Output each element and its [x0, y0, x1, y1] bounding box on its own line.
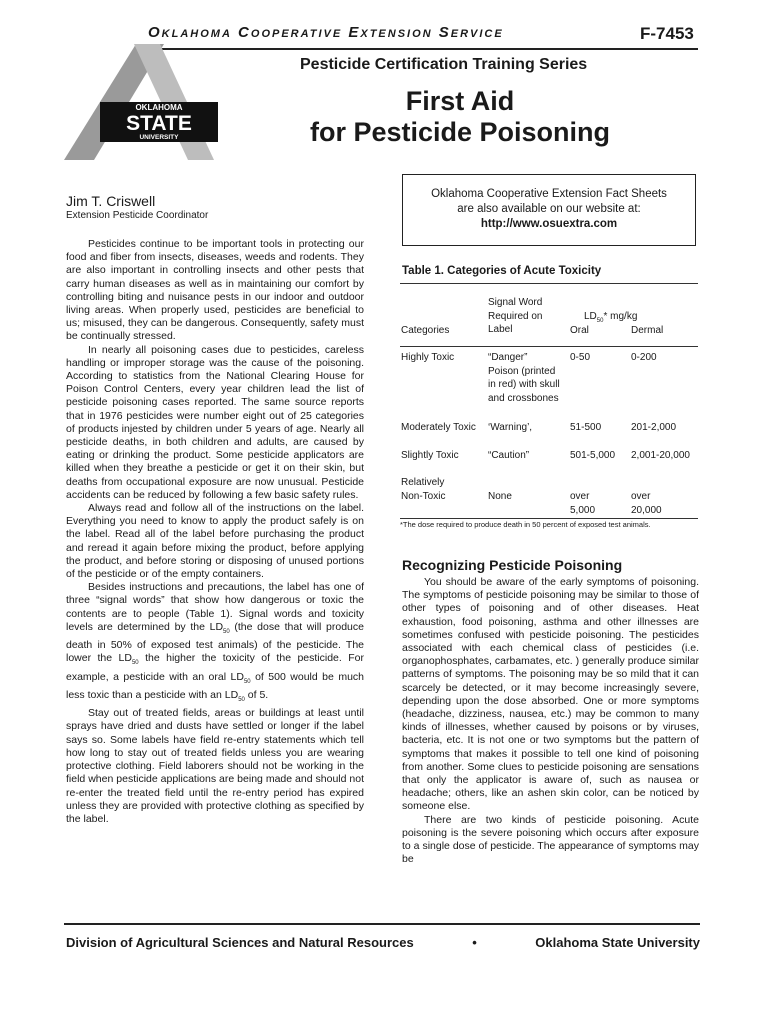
paragraph: There are two kinds of pesticide poisoning. Acute poisoning is the severe poisoning which occurs after exposure to a single dose of pesticide. The appearance of symptoms may be — [402, 813, 699, 866]
website-notice-box: Oklahoma Cooperative Extension Fact Sheets are also available on our website at: http://www.osuextra.com — [402, 174, 696, 246]
paragraph-2: In nearly all poisoning cases due to pesticides, careless handling or improper storage was the cause of the poisoning. According to statistics from the National Clearing House for Poison Control Centers, every year children lead the list of pesticide poisoning cases reported. The same source reports that in 1976 pesticides were number eight out of 25 categories of products injested by children under 5 years of age. Nearly all pesticide deaths, in both children and adults, are caused by eating or drinking the product. Some pesticide applicators are killed when they breathe a pesticide or get it on their skin, but deaths from occupational exposure are now unusual. Pesticide accidents can be reduced by following a few basic safety rules. — [66, 343, 364, 501]
header-signal-word: Signal Word Required on Label — [488, 297, 543, 335]
header-ld50: $LD_{50}*$ mg/kg — [584, 311, 638, 324]
header-oral: Oral — [570, 325, 589, 336]
footer-bullet: • — [472, 935, 477, 950]
svg-text:OKLAHOMA: OKLAHOMA — [135, 103, 183, 112]
title-line-1: First Aid — [405, 86, 515, 116]
table-caption: Table 1. Categories of Acute Toxicity — [402, 265, 602, 277]
header-categories: Categories — [401, 325, 450, 336]
website-link[interactable]: http://www.osuextra.com — [480, 218, 618, 230]
osu-logo — [64, 44, 224, 164]
paragraph-1: Pesticides continue to be important tools in protecting our food and fiber from insects, diseases, weeds and rodents. They are also important in controlling insects and other pests that carry human diseases as well as in maintaining our comfort by controlling biting and nuisance pests in our indoor and outdoor living areas. When properly used, pesticides are beneficial to us; misused, they can be dangerous. Consequently, safety must be continually stressed. — [66, 238, 364, 343]
series-title: Pesticide Certification Training Series — [300, 56, 588, 73]
paragraph-5: Stay out of treated fields, areas or buildings at least until sprays have dried and dusts have settled or longer if the label says so. Some labels have field re-entry statements which tell how long to stay out of treated fields unless you are wearing protective clothing. Field laborers should not be working in the field when pesticide applications are being made and should not re-enter the treated field until the re-entry period has expired unless they are provided with protective clothing as specified by the label. — [66, 707, 364, 825]
table-header-rule — [400, 346, 698, 347]
paragraph: You should be aware of the early symptoms of poisoning. The symptoms of pesticide poisoning may be similar to those of other types of poisoning and of other diseases. Heat exhaustion, food poisoning, asthma and other illnesses are sometimes confused with pesticide poisoning. The pesticides associated with each chemical class of pesticides (i.e. organophosphates, carbamates, etc. ) generally produce similar patterns of symptoms. The poisoning may be so mild that it can scarcely be detected, or it may become increasingly severe, depending upon the dose absorbed. One or more symptoms (headache, dizziness, nausea, etc.) may be common to many kinds of illnesses, whether caused by poisons or by viruses, bacteria, etc. It is not one or two symptoms but the pattern of symptoms that makes it possible to tell one kind of poisoning from another. Some clues to pesticide poisoning are sensations that only the applicator is aware of, such as nausea or headache; others, like an ashen skin color, can be noticed by someone else. — [402, 576, 699, 813]
title-line-2: for Pesticide Poisoning — [309, 117, 611, 147]
header-dermal: Dermal — [631, 325, 664, 336]
left-column-text — [66, 238, 364, 826]
footer-rule — [64, 923, 700, 925]
section-heading: Recognizing Pesticide Poisoning — [402, 557, 623, 573]
footer-division: Division of Agricultural Sciences and Natural Resources — [66, 935, 414, 950]
table-top-rule — [400, 283, 698, 284]
header-rule — [148, 48, 698, 50]
paragraph-4: Besides instructions and precautions, the label has one of three “signal words” that show how dangerous or toxic the contents are to people (Table 1). Signal words and toxicity levels are determined by the $LD_{50}$ (the dose that will produce death in 50% of exposed test animals) of the pesticide. The lower the $LD_{50}$ the higher the toxicity of the pesticide. For example, a pesticide with an oral $LD_{50}$ of 500 would be much less toxic than a pesticide with an $LD_{50}$ of 5. — [66, 581, 364, 704]
author-name: Jim T. Criswell — [66, 193, 156, 209]
svg-text:STATE: STATE — [126, 112, 192, 135]
organization-name: Oklahoma Cooperative Extension Service — [148, 24, 504, 41]
right-column-text — [402, 576, 699, 866]
paragraph-3: Always read and follow all of the instructions on the label. Everything you need to know to apply the product safely is on the label. Read all of the label before purchasing the product and reread it again before mixing the product, before applying the product, and before storing or disposing of unused portions of the pesticide or of the empty containers. — [66, 502, 364, 581]
page-title — [290, 86, 630, 148]
author-role: Extension Pesticide Coordinator — [66, 210, 209, 221]
footer — [66, 935, 700, 950]
footer-university: Oklahoma State University — [535, 935, 700, 950]
svg-text:UNIVERSITY: UNIVERSITY — [139, 134, 179, 141]
table-footnote: *The dose required to produce death in 50 percent of exposed test animals. — [400, 520, 651, 529]
table-bottom-rule — [400, 518, 698, 519]
fact-sheet-number: F-7453 — [640, 24, 694, 43]
